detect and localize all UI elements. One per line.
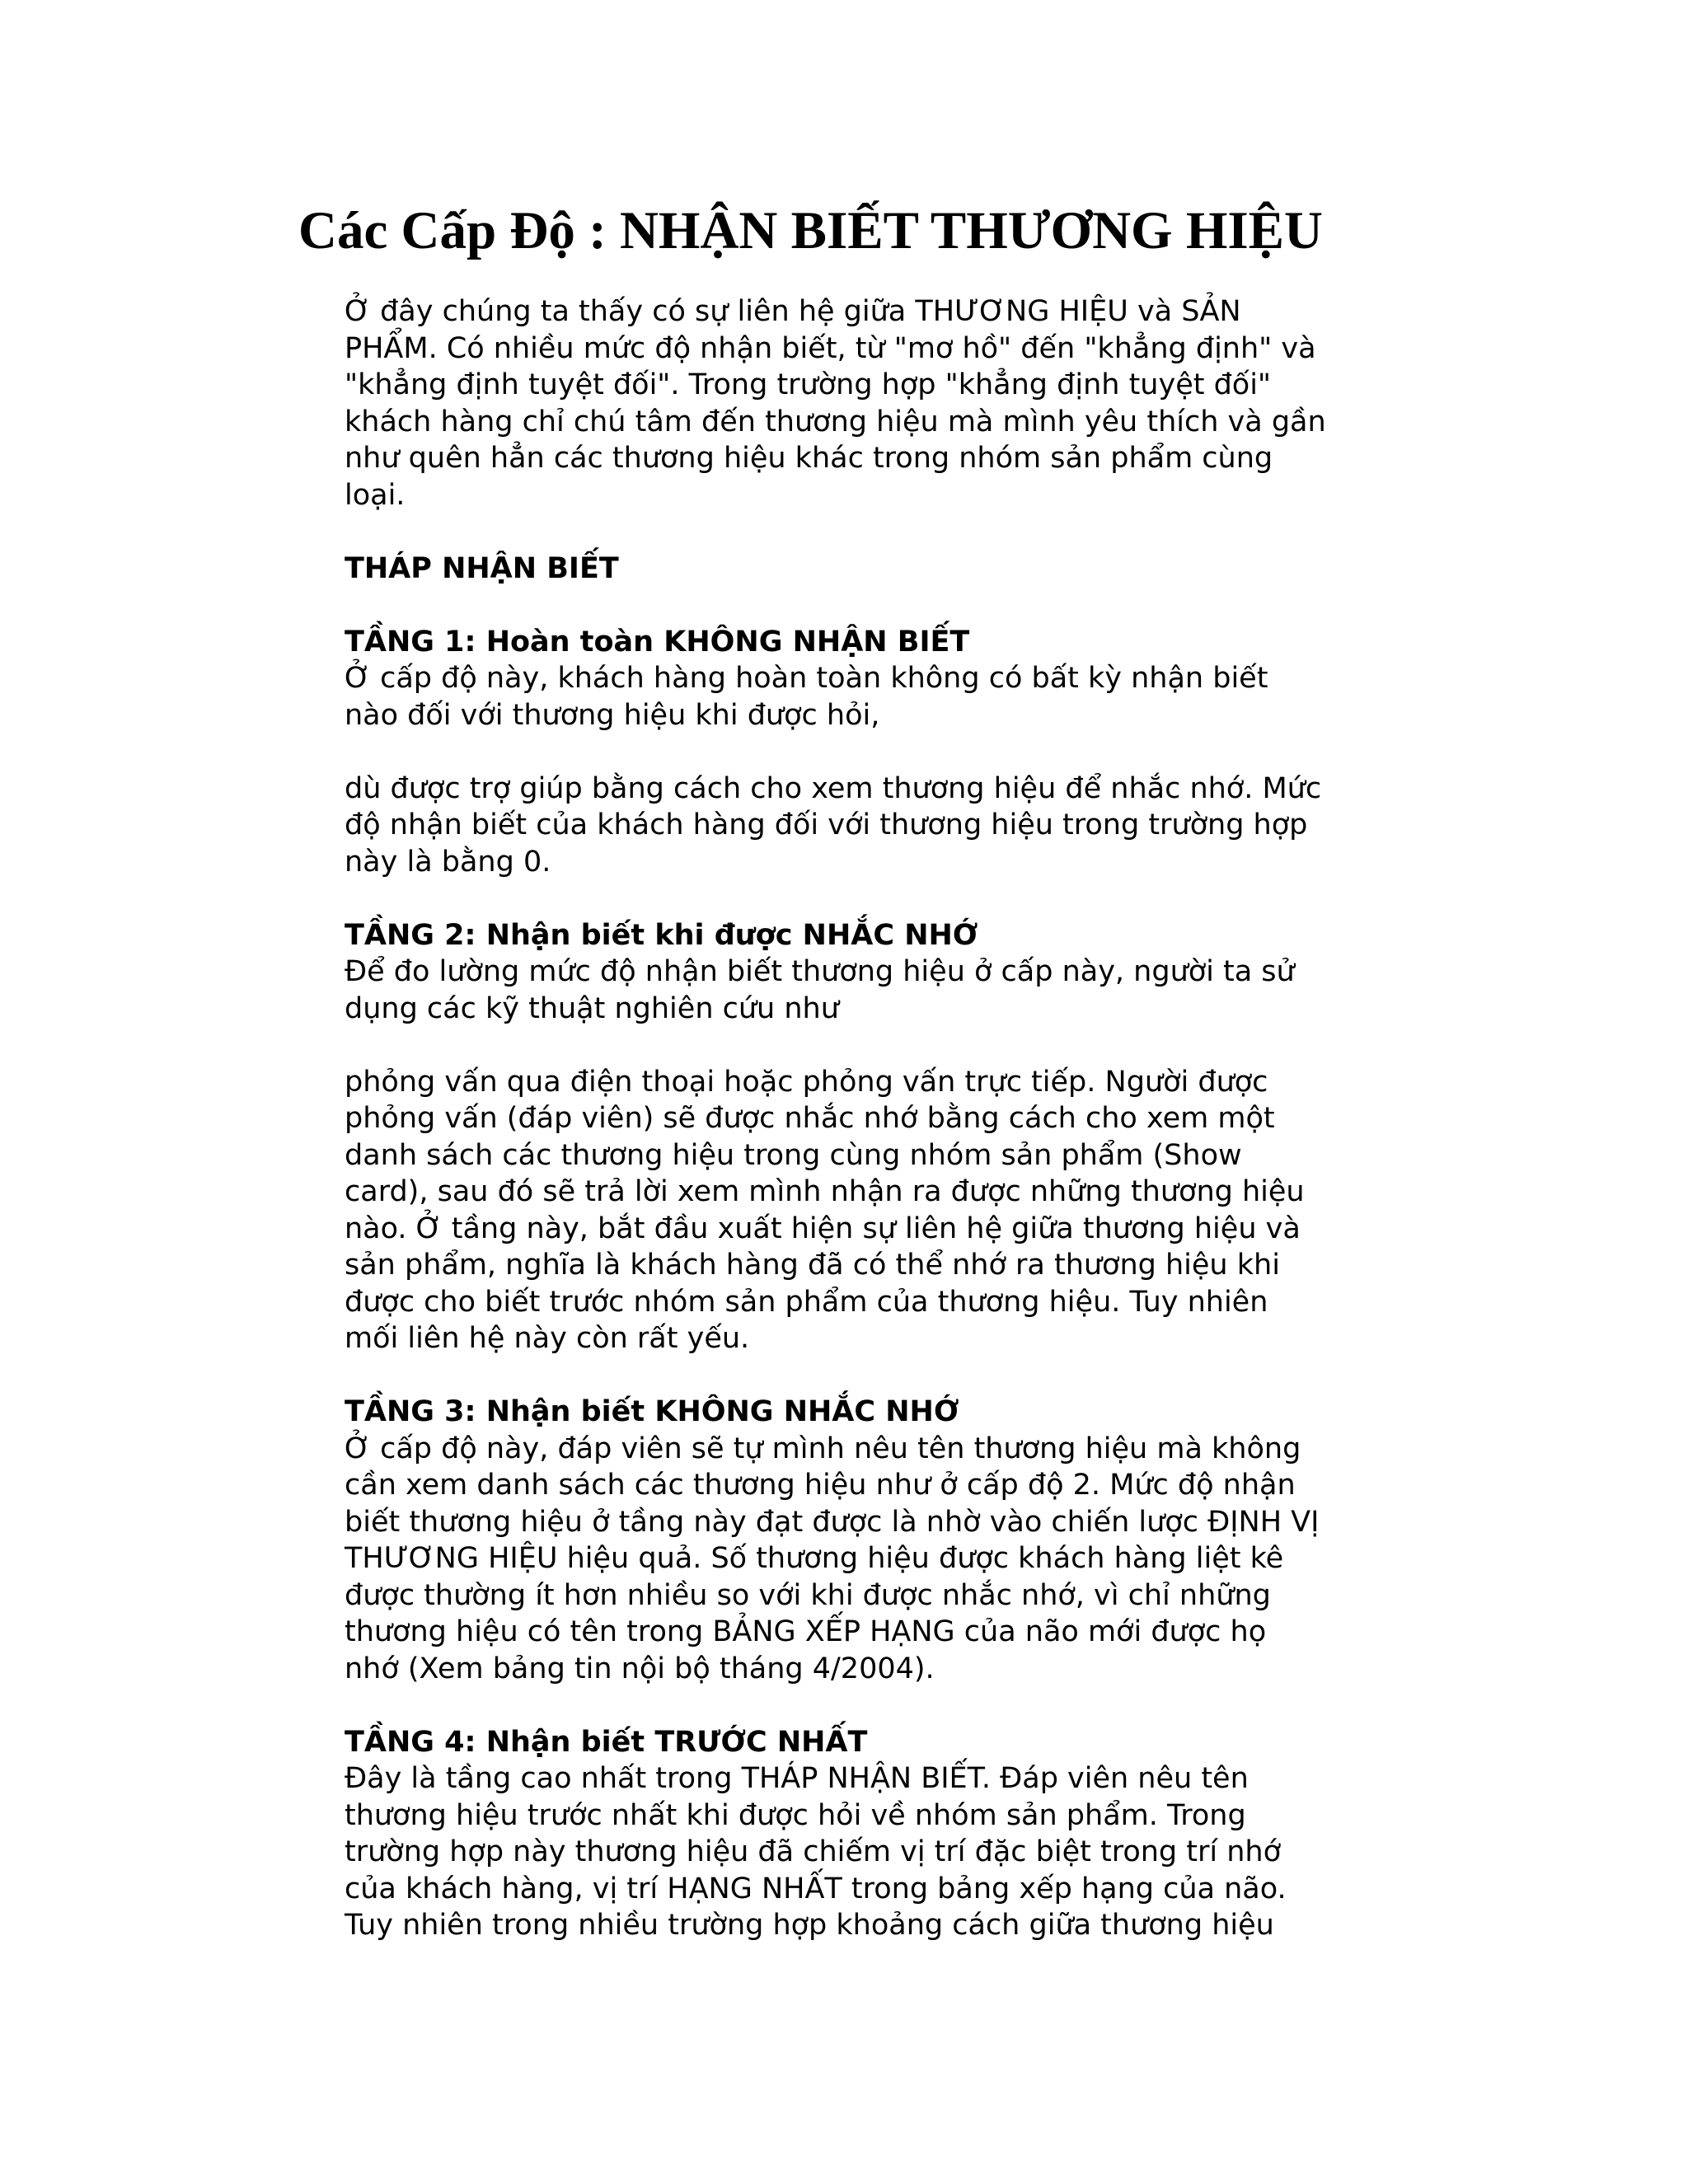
text-line: này là bằng 0. bbox=[345, 845, 551, 879]
page-title: Các Cấp Độ : NHẬN BIẾT THƯƠNG HIỆU bbox=[298, 201, 1323, 260]
text-line: "khẳng định tuyệt đối". Trong trường hợp "khẳng định tuyệt đối" bbox=[345, 368, 1272, 401]
spacer bbox=[345, 1687, 1416, 1724]
tier-4-heading: TẦNG 4: Nhận biết TRƯỚC NHẤT bbox=[345, 1725, 868, 1759]
text-line: khách hàng chỉ chú tâm đến thương hiệu mà mình yêu thích và gần bbox=[345, 405, 1326, 438]
text-line: loại. bbox=[345, 478, 406, 512]
text-line: thương hiệu trước nhất khi được hỏi về nhóm sản phẩm. Trong bbox=[345, 1798, 1246, 1832]
text-line: nào đối với thương hiệu khi được hỏi, bbox=[345, 698, 880, 732]
text-line: THƯƠNG HIỆU hiệu quả. Số thương hiệu được khách hàng liệt kê bbox=[345, 1542, 1284, 1575]
text-line: độ nhận biết của khách hàng đối với thương hiệu trong trường hợp bbox=[345, 808, 1308, 841]
text-line: dụng các kỹ thuật nghiên cứu như bbox=[345, 991, 839, 1025]
spacer bbox=[345, 1027, 1416, 1064]
text-line: dù được trợ giúp bằng cách cho xem thương hiệu để nhắc nhớ. Mức bbox=[345, 771, 1322, 805]
text-line: được cho biết trước nhóm sản phẩm của thương hiệu. Tuy nhiên bbox=[345, 1285, 1268, 1319]
tier-3-heading: TẦNG 3: Nhận biết KHÔNG NHẮC NHỚ bbox=[345, 1395, 959, 1428]
tier-1-heading: TẦNG 1: Hoàn toàn KHÔNG NHẬN BIẾT bbox=[345, 625, 970, 658]
spacer bbox=[345, 513, 1416, 551]
tier-2-section bbox=[345, 917, 1416, 1357]
text-line: được thường ít hơn nhiều so với khi được nhắc nhớ, vì chỉ những bbox=[345, 1578, 1271, 1612]
text-line: phỏng vấn (đáp viên) sẽ được nhắc nhớ bằng cách cho xem một bbox=[345, 1102, 1275, 1135]
spacer bbox=[345, 880, 1416, 917]
text-line: Tuy nhiên trong nhiều trường hợp khoảng cách giữa thương hiệu bbox=[345, 1909, 1274, 1942]
spacer bbox=[345, 733, 1416, 771]
text-line: Ở cấp độ này, đáp viên sẽ tự mình nêu tên thương hiệu mà không bbox=[345, 1432, 1301, 1465]
text-line: nào. Ở tầng này, bắt đầu xuất hiện sự liên hệ giữa thương hiệu và bbox=[345, 1212, 1301, 1245]
text-line: biết thương hiệu ở tầng này đạt được là nhờ vào chiến lược ĐỊNH VỊ bbox=[345, 1505, 1320, 1539]
text-line: trường hợp này thương hiệu đã chiếm vị trí đặc biệt trong trí nhớ bbox=[345, 1835, 1282, 1868]
spacer bbox=[345, 587, 1416, 624]
tier-3-section bbox=[345, 1394, 1416, 1687]
section-heading-pyramid: THÁP NHẬN BIẾT bbox=[345, 551, 619, 585]
text-line: nhớ (Xem bảng tin nội bộ tháng 4/2004). bbox=[345, 1652, 935, 1685]
spacer bbox=[345, 1357, 1416, 1394]
text-line: Ở cấp độ này, khách hàng hoàn toàn không có bất kỳ nhận biết bbox=[345, 662, 1268, 695]
text-line: như quên hẳn các thương hiệu khác trong nhóm sản phẩm cùng bbox=[345, 442, 1273, 475]
tier-1-section bbox=[345, 624, 1416, 881]
tier-2-heading: TẦNG 2: Nhận biết khi được NHẮC NHỚ bbox=[345, 918, 978, 952]
text-line: Đây là tầng cao nhất trong THÁP NHẬN BIẾT. Đáp viên nêu tên bbox=[345, 1762, 1249, 1795]
document-body bbox=[345, 293, 1416, 1944]
text-line: thương hiệu có tên trong BẢNG XẾP HẠNG của não mới được họ bbox=[345, 1615, 1267, 1648]
text-line: danh sách các thương hiệu trong cùng nhóm sản phẩm (Show bbox=[345, 1138, 1242, 1172]
intro-paragraph bbox=[345, 293, 1416, 513]
text-line: Để đo lường mức độ nhận biết thương hiệu ở cấp này, người ta sử bbox=[345, 955, 1295, 988]
text-line: Ở đây chúng ta thấy có sự liên hệ giữa THƯƠNG HIỆU và SẢN bbox=[345, 295, 1241, 328]
text-line: cần xem danh sách các thương hiệu như ở cấp độ 2. Mức độ nhận bbox=[345, 1469, 1296, 1502]
text-line: PHẨM. Có nhiều mức độ nhận biết, từ "mơ hồ" đến "khẳng định" và bbox=[345, 331, 1316, 365]
tier-4-section bbox=[345, 1724, 1416, 1944]
text-line: của khách hàng, vị trí HẠNG NHẤT trong bảng xếp hạng của não. bbox=[345, 1872, 1287, 1905]
text-line: mối liên hệ này còn rất yếu. bbox=[345, 1322, 750, 1355]
text-line: sản phẩm, nghĩa là khách hàng đã có thể nhớ ra thương hiệu khi bbox=[345, 1249, 1280, 1282]
text-line: card), sau đó sẽ trả lời xem mình nhận ra được những thương hiệu bbox=[345, 1175, 1305, 1208]
text-line: phỏng vấn qua điện thoại hoặc phỏng vấn trực tiếp. Người được bbox=[345, 1065, 1268, 1099]
